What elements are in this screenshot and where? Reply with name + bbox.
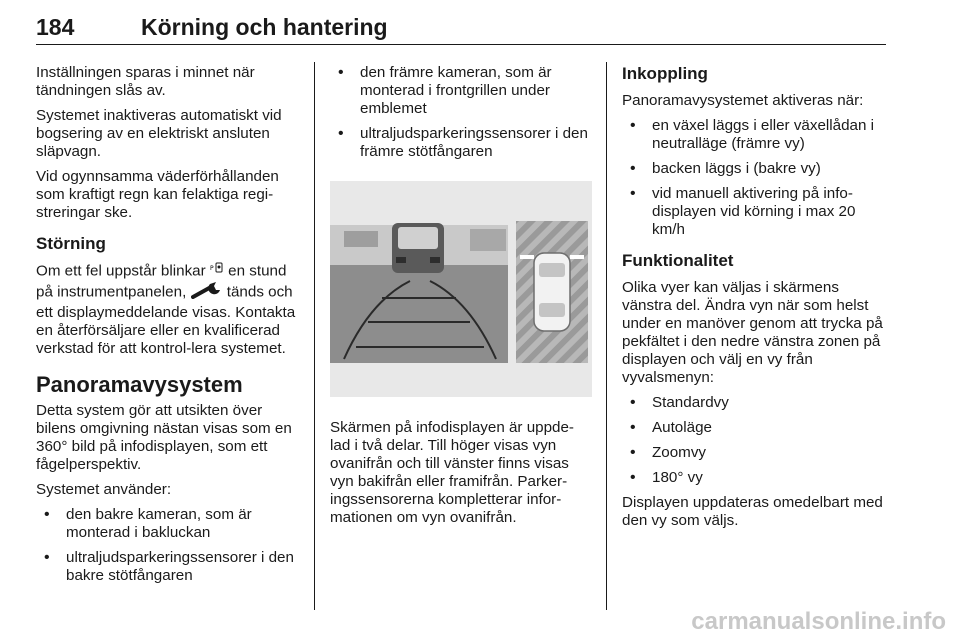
list-item: • backen läggs i (bakre vy) [622, 160, 892, 178]
list-item: • Autoläge [622, 419, 892, 437]
fault-text: en stund på instrumentpanelen, [36, 262, 287, 301]
engage-list [622, 117, 892, 239]
column-right [622, 64, 892, 537]
fault-paragraph [36, 262, 304, 358]
uses-list-continued [330, 64, 592, 161]
column-left [36, 64, 304, 592]
list-item: • 180° vy [622, 469, 892, 487]
engage-heading: Inkoppling [622, 64, 708, 83]
uses-list [36, 506, 304, 585]
section-heading: Panoramavysystem [36, 372, 243, 397]
wrench-icon [191, 281, 223, 304]
svg-text:P: P [209, 265, 214, 272]
fault-text: tänds och ett displaymeddelande visas. Kontakta en återförsäljare eller en kvalificerad verkstad för att kontrol-lera systemet. [36, 283, 296, 357]
paragraph: Inställningen sparas i minnet när tändningen slås av. [36, 64, 255, 99]
paragraph: Olika vyer kan väljas i skärmens vänstra del. Ändra vyn när som helst under en manöver genom att trycka på pekfältet i den nedre vänstra zonen på displayen och välj en vy från vyvalsmenyn: [622, 279, 883, 386]
list-item: • ultraljudsparkeringssensorer i den bakre stötfångaren [36, 549, 304, 585]
page-header [36, 10, 886, 45]
figure-caption: Skärmen på infodisplayen är uppde-lad i två delar. Till höger visas vyn ovanifrån och till vänster finns visas vyn bakifrån eller framifrån. Parker-ingssensorerna kompletterar infor-mationen om vyn ovanifrån. [330, 419, 574, 526]
panorama-view-illustration [330, 181, 592, 397]
fault-text: Om ett fel uppstår blinkar [36, 262, 206, 280]
watermark: carmanualsonline.info [691, 608, 946, 635]
list-item: • en växel läggs i eller växellådan i neutralläge (främre vy) [622, 117, 892, 153]
views-list [622, 394, 892, 487]
functionality-heading: Funktionalitet [622, 251, 734, 270]
column-middle [330, 64, 592, 534]
paragraph: Detta system gör att utsikten över bilens omgivning nästan visas som en 360° bild på infodisplayen, som ett fågelperspektiv. [36, 402, 292, 473]
list-item: • den bakre kameran, som är monterad i bakluckan [36, 506, 304, 542]
list-item: • vid manuell aktivering på info-displayen vid körning i max 20 km/h [622, 185, 892, 239]
fault-heading: Störning [36, 234, 106, 253]
list-item: • den främre kameran, som är monterad i frontgrillen under emblemet [330, 64, 592, 118]
list-item: • ultraljudsparkeringssensorer i den främre stötfångaren [330, 125, 592, 161]
parking-camera-warning-icon [210, 262, 224, 281]
paragraph: Displayen uppdateras omedelbart med den vy som väljs. [622, 494, 883, 529]
page-number: 184 [36, 14, 75, 40]
paragraph: Systemet inaktiveras automatiskt vid bogsering av en elektriskt ansluten släpvagn. [36, 107, 282, 160]
list-item: • Standardvy [622, 394, 892, 412]
paragraph: Vid ogynnsamma väderförhållanden som kraftigt regn kan felaktiga regi-streringar ske. [36, 168, 279, 221]
chapter-title: Körning och hantering [141, 14, 388, 40]
paragraph: Panoramavysystemet aktiveras när: [622, 92, 864, 109]
column-divider [606, 62, 607, 610]
list-item: • Zoomvy [622, 444, 892, 462]
paragraph: Systemet använder: [36, 481, 172, 498]
column-divider [314, 62, 315, 610]
infodisplay-split-screen-image [330, 181, 592, 397]
